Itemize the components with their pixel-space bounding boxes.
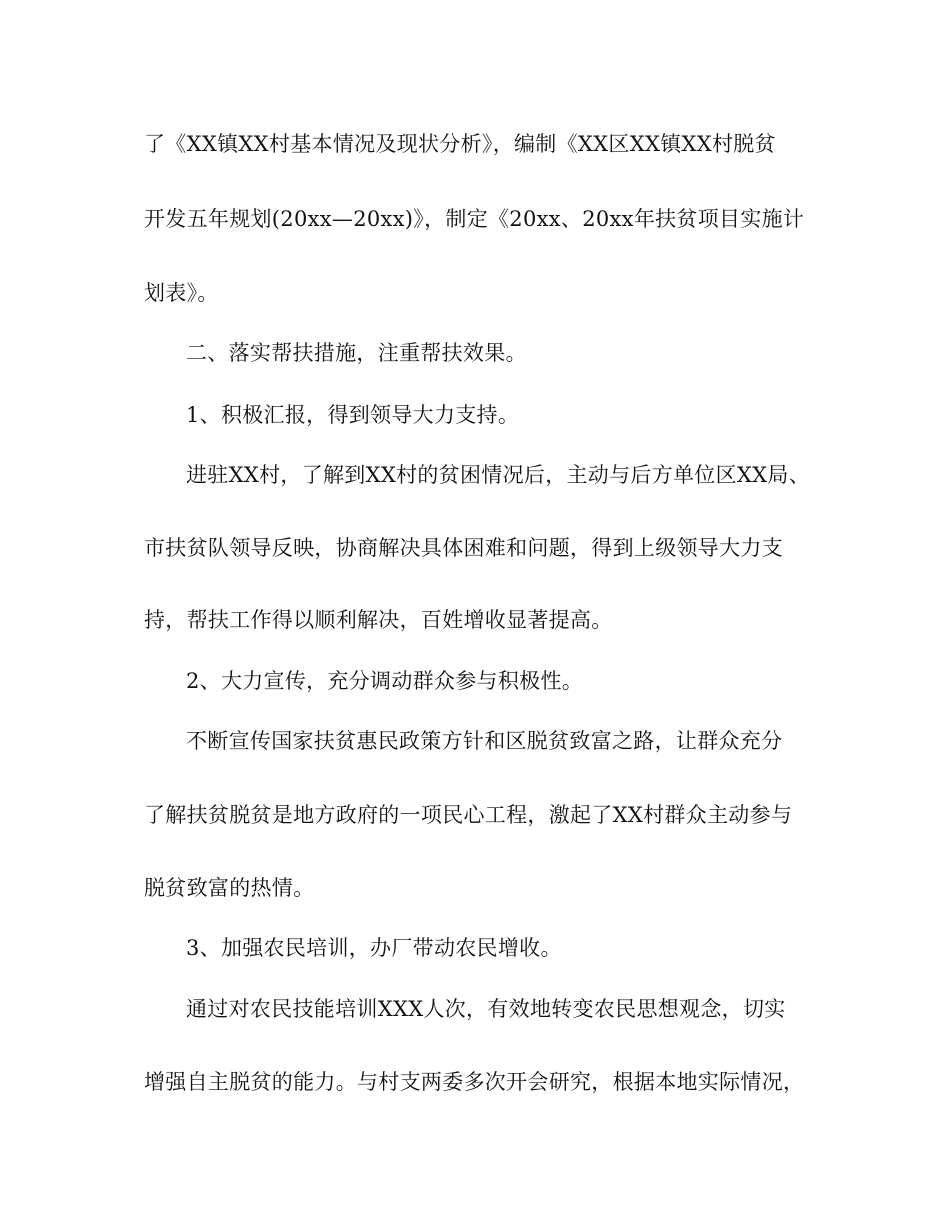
text-line: 持，帮扶工作得以顺利解决，百姓增收显著提高。 <box>144 608 613 632</box>
text-line: 开发五年规划(20xx—20xx)》，制定《20xx、20xx年扶贫项目实施计 <box>144 207 805 231</box>
section-heading: 二、落实帮扶措施，注重帮扶效果。 <box>186 341 527 365</box>
text-line: 划表》。 <box>144 281 219 305</box>
text-line: 脱贫致富的热情。 <box>144 876 315 900</box>
subsection-heading: 3、加强农民培训，办厂带动农民增收。 <box>186 936 562 960</box>
text-line: 了《XX镇XX村基本情况及现状分析》，编制《XX区XX镇XX村脱贫 <box>144 132 776 156</box>
subsection-heading: 1、积极汇报，得到领导大力支持。 <box>186 403 520 427</box>
text-line: 不断宣传国家扶贫惠民政策方针和区脱贫致富之路，让群众充分 <box>186 729 783 753</box>
text-line: 通过对农民技能培训XXX人次，有效地转变农民思想观念，切实 <box>186 997 786 1021</box>
text-line: 增强自主脱贫的能力。与村支两委多次开会研究，根据本地实际情况， <box>144 1070 805 1094</box>
text-line: 了解扶贫脱贫是地方政府的一项民心工程，激起了XX村群众主动参与 <box>144 803 793 827</box>
text-line: 进驻XX村，了解到XX村的贫困情况后，主动与后方单位区XX局、 <box>186 463 810 487</box>
text-line: 市扶贫队领导反映，协商解决具体困难和问题，得到上级领导大力支 <box>144 536 783 560</box>
subsection-heading: 2、大力宣传，充分调动群众参与积极性。 <box>186 669 584 693</box>
